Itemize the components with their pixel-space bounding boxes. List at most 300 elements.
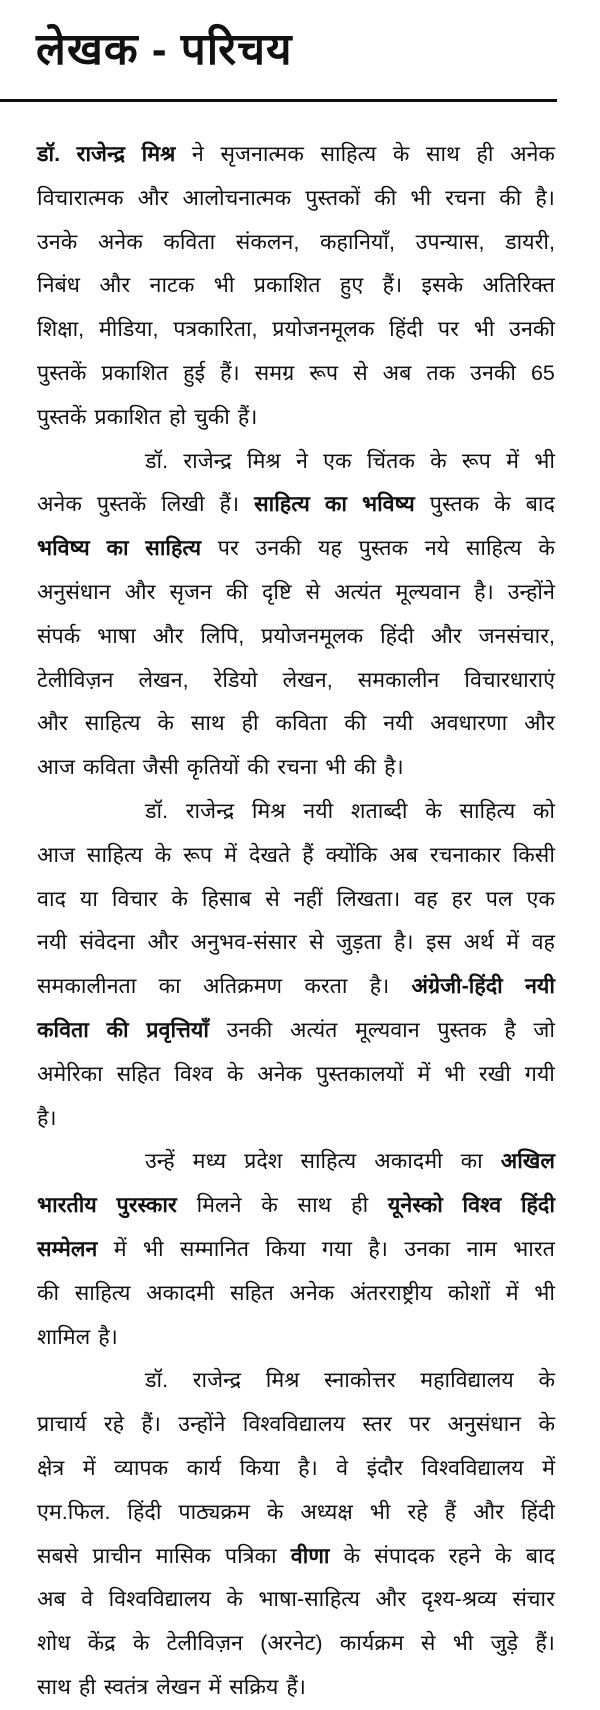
text: रचना <box>445 185 486 210</box>
text: जुड़ता <box>336 930 382 955</box>
text: पत्रकारिता, <box>173 317 258 342</box>
text: लेखन <box>156 1674 201 1699</box>
text: के <box>343 1543 361 1568</box>
text-line <box>37 527 555 571</box>
text: है। <box>393 930 414 955</box>
bold-text: राजेन्द्र <box>76 142 126 166</box>
text: के <box>538 536 555 561</box>
text: अंतरराष्ट्रीय <box>349 1280 433 1305</box>
text: नयी <box>37 930 67 955</box>
text: प्रकाशित <box>253 273 321 298</box>
text: कोशों <box>447 1280 491 1305</box>
page-title: लेखक - परिचय <box>36 25 293 74</box>
text: कार्यक्रम <box>339 1631 404 1656</box>
text: साहित्य <box>320 142 377 166</box>
text: दृश्य-श्रव्य <box>421 1587 497 1612</box>
text: में <box>224 842 237 867</box>
text: साहित्य <box>300 1149 357 1174</box>
text: प्रदेश <box>244 1149 283 1174</box>
bold-text: विश्व <box>462 1193 502 1218</box>
text: लिखी <box>161 492 205 517</box>
text: 65 <box>530 360 555 385</box>
text: हिंदी <box>520 1499 555 1524</box>
text: प्रकाशित <box>101 360 169 385</box>
text: ही <box>241 711 259 736</box>
text: शताब्दी <box>350 798 408 823</box>
text: विश्व <box>174 1061 213 1086</box>
text: भी <box>473 317 495 342</box>
text: में <box>82 1455 96 1480</box>
text: (अरनेट) <box>260 1631 323 1656</box>
text: प्रकाशित <box>94 404 162 429</box>
text: की <box>374 185 397 210</box>
text: मूल्यवान <box>355 1017 420 1042</box>
text: में <box>417 1061 431 1086</box>
text: शामिल <box>37 1324 91 1349</box>
text: मिश्र <box>265 1368 300 1393</box>
text-line <box>37 1578 555 1622</box>
text: हैं। <box>219 492 240 517</box>
text: संकलन, <box>235 229 300 254</box>
text: हैं। <box>382 273 403 298</box>
text: नाटक <box>149 273 195 298</box>
text: सम्मानित <box>179 1236 250 1261</box>
text: सहित <box>116 1061 161 1086</box>
text: है। <box>474 579 494 604</box>
text: स्वतंत्र <box>103 1674 149 1699</box>
text: साथ <box>297 1193 332 1218</box>
text-line <box>37 921 555 965</box>
text-line <box>37 1359 555 1403</box>
text: साहित्य <box>459 798 516 823</box>
text: पुस्तकों <box>305 185 361 210</box>
text: और <box>124 579 156 604</box>
text: चिंतक <box>366 448 415 473</box>
text: रेडियो <box>213 667 258 692</box>
text: है। <box>384 755 404 780</box>
text: भी <box>444 1061 465 1086</box>
text-line <box>37 1009 555 1053</box>
text: डॉ. <box>145 1368 169 1393</box>
text: और <box>430 623 462 648</box>
text: करता <box>304 974 348 999</box>
text: और <box>375 1587 407 1612</box>
text-line <box>37 1097 555 1141</box>
text: की <box>37 1280 60 1305</box>
text: लेखन, <box>282 667 333 692</box>
text: हैं। <box>220 360 240 385</box>
text: रूप <box>183 842 213 867</box>
text: नयी <box>383 711 414 736</box>
text: की <box>353 755 377 780</box>
text: पुस्तकालयों <box>316 1061 404 1086</box>
text: से <box>265 886 280 911</box>
text: अनुभव-संसार <box>190 930 297 955</box>
text: के <box>266 1499 284 1524</box>
text: कविता <box>163 229 216 254</box>
bold-text: कविता <box>37 1017 89 1042</box>
text: अब <box>382 360 412 385</box>
text: डायरी, <box>505 229 555 254</box>
text: उन्होंने <box>178 1412 226 1437</box>
bold-text: मिश्र <box>141 142 176 166</box>
text-line <box>37 834 555 878</box>
text: डॉ. <box>145 798 169 823</box>
text: साहित्य <box>465 536 522 561</box>
text: संचार <box>512 1587 555 1612</box>
text: रहे <box>407 1499 428 1524</box>
text-line <box>37 790 555 834</box>
text: बाद <box>525 492 555 517</box>
text: ही <box>78 1674 96 1699</box>
text: अकादमी <box>146 1280 215 1305</box>
text: के <box>226 1061 244 1086</box>
text: हैं <box>302 842 314 867</box>
text: की <box>225 579 248 604</box>
text: संपर्क <box>37 623 81 648</box>
text: के <box>261 1193 278 1218</box>
text: प्राचीन <box>92 1543 142 1568</box>
text: यह <box>318 536 342 561</box>
text: है। <box>368 1236 388 1261</box>
text: हिंदी <box>380 623 415 648</box>
bold-text: साहित्य <box>254 492 310 517</box>
text: डॉ. <box>145 448 169 473</box>
text: संवेदना <box>79 930 135 955</box>
text: कविता <box>275 711 328 736</box>
text: रूप <box>309 360 339 385</box>
text: उनके <box>37 229 78 254</box>
text: मूल्यवान <box>395 579 461 604</box>
text: सृजन <box>169 579 212 604</box>
text: भी <box>410 185 432 210</box>
text: लेखन, <box>138 667 189 692</box>
text-line <box>37 1316 555 1360</box>
text: गयी <box>524 1061 555 1086</box>
text: अत्यंत <box>290 1017 338 1042</box>
text: चुकी <box>194 404 230 429</box>
text: हैं। <box>237 404 258 429</box>
text: ही <box>476 142 494 166</box>
text: वे <box>81 1587 94 1612</box>
text-line <box>37 1491 555 1535</box>
text: और <box>152 623 184 648</box>
text: महाविद्यालय <box>420 1368 514 1393</box>
text: में <box>505 1280 519 1305</box>
paragraph <box>37 790 555 1140</box>
text: है। <box>98 1324 118 1349</box>
bold-text: भविष्य <box>362 492 415 517</box>
bold-text: भारतीय <box>37 1193 97 1218</box>
text: मीडिया, <box>98 317 159 342</box>
text: रहे <box>103 1412 125 1437</box>
text: अनुसंधान <box>37 579 111 604</box>
text: पुस्तक <box>358 536 408 561</box>
text: व्यापक <box>114 1455 169 1480</box>
text: से <box>420 1631 436 1656</box>
text-line <box>37 133 555 177</box>
text: या <box>79 886 98 911</box>
text: नाम <box>466 1236 497 1261</box>
bold-text: का <box>106 536 129 561</box>
text-line <box>37 1403 555 1447</box>
text: अवधारणा <box>430 711 508 736</box>
bold-text: हिंदी <box>520 1193 555 1218</box>
text: के <box>171 886 188 911</box>
text: मिश्र <box>247 448 281 473</box>
text-line <box>37 1447 555 1491</box>
text: पुस्तकें <box>96 492 147 517</box>
text-line <box>37 965 555 1009</box>
text-line <box>37 1535 555 1579</box>
text: समकालीनता <box>37 974 137 999</box>
text: हुई <box>183 360 206 385</box>
text: जनसंचार, <box>478 623 555 648</box>
text: की <box>499 185 522 210</box>
text: वे <box>336 1455 349 1480</box>
text-line <box>37 264 555 308</box>
bold-text: अंग्रेजी-हिंदी <box>411 974 503 999</box>
text: प्राचार्य <box>37 1412 87 1437</box>
text: में <box>542 1455 555 1480</box>
text: उनकी <box>509 317 555 342</box>
text: हो <box>169 404 187 429</box>
text: एक <box>323 448 352 473</box>
text: अनेक <box>37 492 82 517</box>
text-line <box>37 1666 555 1710</box>
bold-text: अखिल <box>500 1149 555 1174</box>
text: राजेन्द्र <box>192 1368 242 1393</box>
text-line <box>37 1184 555 1228</box>
text: समकालीन <box>357 667 440 692</box>
text: मिश्र <box>251 798 286 823</box>
text: प्रयोजनमूलक <box>272 317 375 342</box>
text: शोध <box>37 1631 71 1656</box>
paragraph <box>37 1359 555 1709</box>
text: कृतियों <box>186 755 240 780</box>
text: साहित्य <box>84 711 141 736</box>
text: की <box>344 711 367 736</box>
text: संपादक <box>374 1543 435 1568</box>
text: एक <box>526 886 555 911</box>
text: नयी <box>303 798 334 823</box>
text-line <box>37 1228 555 1272</box>
text: पर <box>409 1412 431 1437</box>
text: अमेरिका <box>37 1061 103 1086</box>
text: पाठ्यक्रम <box>178 1499 250 1524</box>
text: के <box>538 1368 555 1393</box>
text: अकादमी <box>374 1149 443 1174</box>
text: राजेन्द्र <box>185 798 235 823</box>
text: और <box>473 1499 504 1524</box>
text: बाद <box>525 1543 555 1568</box>
text: शिक्षा, <box>37 317 85 342</box>
text: सृजनात्मक <box>220 142 304 166</box>
text: के <box>494 492 511 517</box>
text: साहित्य <box>86 842 143 867</box>
text: साहित्य <box>74 1280 131 1305</box>
text: भारत <box>513 1236 555 1261</box>
bold-text: प्रवृत्तियाँ <box>146 1017 209 1042</box>
text: विश्वविद्यालय <box>242 1412 346 1437</box>
text: लिखता। <box>336 886 401 911</box>
text: जैसी <box>142 755 179 780</box>
text-line <box>37 702 555 746</box>
text-line <box>37 440 555 484</box>
text: भाषा-साहित्य <box>258 1587 360 1612</box>
text: भी <box>534 1280 555 1305</box>
text: जुड़े <box>490 1631 519 1656</box>
text: विचारधाराएं <box>464 667 555 692</box>
text: अतिरिक्त <box>482 273 555 298</box>
text: पर <box>437 317 459 342</box>
text: हिंदी <box>127 1499 162 1524</box>
text: पल <box>485 886 513 911</box>
text: और <box>99 273 131 298</box>
text: किसी <box>512 842 555 867</box>
bold-text: सम्मेलन <box>37 1236 98 1261</box>
text: मिलने <box>196 1193 242 1218</box>
text-line <box>37 1053 555 1097</box>
text: हैं। <box>141 1412 161 1437</box>
text: वाद <box>37 886 66 911</box>
text: उनकी <box>226 1017 273 1042</box>
bold-text: डॉ. <box>37 142 61 166</box>
text: उन्हें <box>145 1149 175 1174</box>
text-line <box>37 221 555 265</box>
text-line <box>37 878 555 922</box>
bold-text: का <box>324 492 347 517</box>
text: भी <box>369 1499 391 1524</box>
text: का <box>460 1149 483 1174</box>
text: के <box>132 1631 150 1656</box>
text: रचना <box>277 755 318 780</box>
text: इस <box>426 930 452 955</box>
text: रखी <box>478 1061 511 1086</box>
text-line <box>37 659 555 703</box>
text-line <box>37 396 555 440</box>
text: भी <box>452 1631 474 1656</box>
text: गया <box>321 1236 353 1261</box>
text: अनेक <box>257 1061 303 1086</box>
text: ने <box>295 448 308 473</box>
text: है। <box>535 185 555 210</box>
title-divider <box>0 99 557 102</box>
text: अनेक <box>97 229 143 254</box>
text: साथ <box>426 142 460 166</box>
text: है <box>504 1017 516 1042</box>
text: के <box>154 842 172 867</box>
text: हर <box>451 886 472 911</box>
text: जो <box>533 1017 555 1042</box>
text: में <box>113 1236 127 1261</box>
text: से <box>305 579 321 604</box>
text: हिंदी <box>389 317 424 342</box>
text: में <box>208 1674 222 1699</box>
text: सबसे <box>37 1543 79 1568</box>
text: और <box>37 711 68 736</box>
text: अत्यंत <box>334 579 382 604</box>
text: किया <box>265 1236 306 1261</box>
text: विचारात्मक <box>37 185 124 210</box>
text: टेलीविज़न <box>37 667 114 692</box>
text: रूप <box>461 448 491 473</box>
article-body <box>37 133 555 1710</box>
bold-text: यूनेस्को <box>387 1193 443 1218</box>
text: आज <box>37 755 75 780</box>
text: आलोचनात्मक <box>182 185 292 210</box>
text: साथ <box>190 711 225 736</box>
text: टेलीविज़न <box>166 1631 243 1656</box>
text: अतिक्रमण <box>202 974 283 999</box>
text: उन्होंने <box>507 579 555 604</box>
text: सक्रिय <box>229 1674 279 1699</box>
text: विश्वविद्यालय <box>421 1455 524 1480</box>
text: क्योंकि <box>325 842 378 867</box>
text: की <box>247 755 270 780</box>
paragraph <box>37 133 555 440</box>
bold-text: पुरस्कार <box>116 1193 177 1218</box>
text: नये <box>424 536 450 561</box>
text: नहीं <box>293 886 323 911</box>
text: कार्य <box>186 1455 222 1480</box>
text: ने <box>191 142 204 166</box>
text-line <box>37 308 555 352</box>
text: हैं <box>444 1499 457 1524</box>
text-line <box>37 615 555 659</box>
text: है। <box>369 974 390 999</box>
bold-text: की <box>106 1017 129 1042</box>
bold-text: साहित्य <box>145 536 202 561</box>
text: पुस्तकें <box>37 360 87 385</box>
text: पुस्तक <box>437 1017 487 1042</box>
text-line <box>37 746 555 790</box>
text-line <box>37 1272 555 1316</box>
text: उनकी <box>255 536 302 561</box>
text: भी <box>534 448 555 473</box>
bold-text: नयी <box>524 974 555 999</box>
text: लिपि, <box>200 623 245 648</box>
text: अर्थ <box>463 930 494 955</box>
text: रचनाकार <box>429 842 501 867</box>
text: वह <box>414 886 438 911</box>
text: और <box>524 711 555 736</box>
text: देखते <box>248 842 291 867</box>
text: में <box>506 448 519 473</box>
text: पुस्तकें <box>37 404 87 429</box>
text: के <box>226 1587 243 1612</box>
text: ही <box>351 1193 369 1218</box>
text: कविता <box>82 755 135 780</box>
text: पर <box>217 536 239 561</box>
text: इसके <box>421 273 464 298</box>
text: के <box>538 1412 555 1437</box>
bold-text: भविष्य <box>37 536 90 561</box>
text: किया <box>239 1455 280 1480</box>
text: हैं। <box>535 1631 555 1656</box>
text: क्षेत्र <box>37 1455 65 1480</box>
text-line <box>37 177 555 221</box>
text: के <box>157 711 174 736</box>
text: निबंध <box>37 273 81 298</box>
text: के <box>425 798 442 823</box>
text: हिसाब <box>201 886 252 911</box>
text: अब <box>37 1587 66 1612</box>
text: और <box>147 930 179 955</box>
text: से <box>309 930 324 955</box>
text: है। <box>298 1455 318 1480</box>
text: समग्र <box>254 360 295 385</box>
